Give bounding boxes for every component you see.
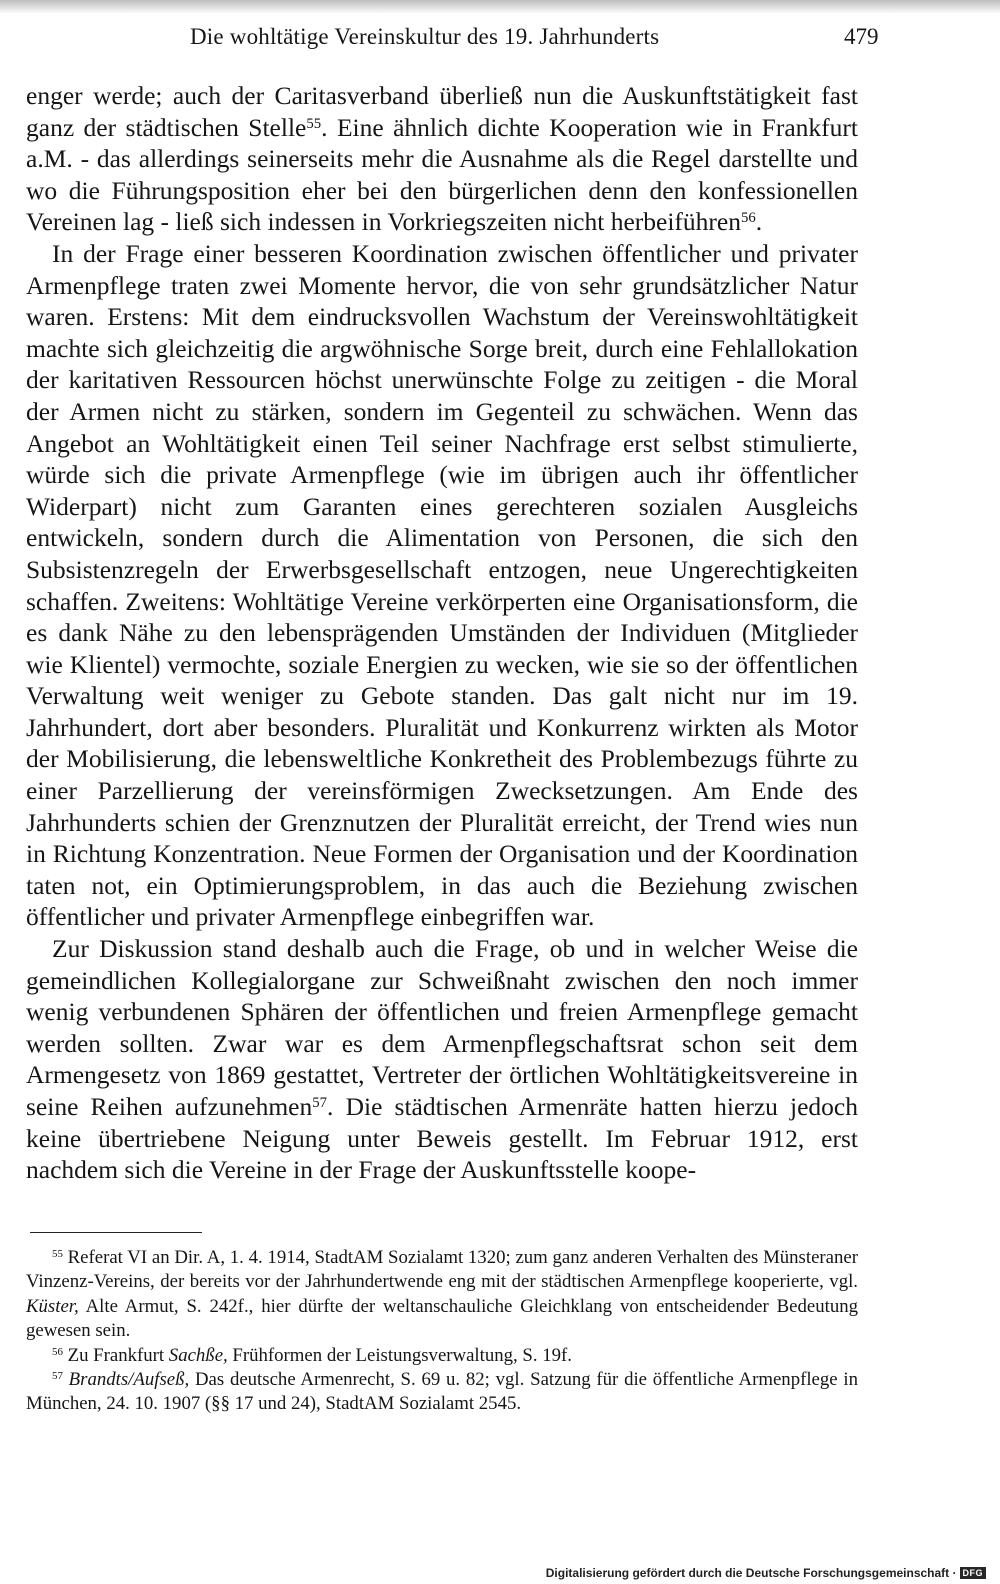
footnote-ref-56: 56	[740, 210, 756, 227]
paragraph-3-part-b: . Die städtischen Armenräte hatten hierzu jedoch keine übertriebene Neigung unter Beweis gestellt. Im Februar 1912, erst nachdem sich die Vereine in der Frage der Auskunftsstelle koope-	[26, 1092, 858, 1185]
running-header	[26, 24, 879, 54]
page-number: 479	[844, 24, 879, 49]
footnote-ref-55: 55	[306, 115, 322, 132]
footnote-text: Das deutsche Armenrecht, S. 69 u. 82; vgl. Satzung für die öffentliche Armenpflege in München, 24. 10. 1907 (§§ 17 und 24), StadtAM Sozialamt 2545.	[26, 1369, 858, 1415]
footnote-number: 55	[52, 1248, 63, 1261]
footnote-author: Küster,	[26, 1295, 79, 1317]
paragraph-1-part-a: enger werde; auch der Caritasverband überließ nun die Auskunftstätigkeit fast ganz der städtischen Stelle	[26, 81, 858, 142]
digitization-note	[546, 1566, 986, 1580]
footnote-55	[26, 1246, 858, 1344]
footnote-text: Referat VI an Dir. A, 1. 4. 1914, StadtAM Sozialamt 1320; zum ganz anderen Verhalten des Münsteraner Vinzenz-Vereins, der bereits vor der Jahrhundertwende eng mit der städtischen Armenpflege kooperierte, vgl.	[26, 1247, 858, 1293]
footnotes	[26, 1246, 858, 1417]
paragraph-1-part-b: . Eine ähnlich dichte Kooperation wie in Frankfurt a.M. - das allerdings seinerseits mehr die Ausnahme als die Regel darstellte und wo die Führungsposition eher bei den bürgerlichen denn den konfessionellen Vereinen lag - ließ sich indessen in Vorkriegszeiten nicht herbeiführen	[26, 112, 858, 237]
footnote-text: Frühformen der Leistungsverwaltung, S. 19f.	[227, 1344, 572, 1366]
digitization-text: Digitalisierung gefördert durch die Deutsche Forschungsgemeinschaft ·	[545, 1566, 957, 1580]
running-title: Die wohltätige Vereinskultur des 19. Jahrhunderts	[190, 24, 660, 49]
footnote-text: Zu Frankfurt	[67, 1344, 169, 1366]
footnote-text: Alte Armut, S. 242f., hier dürfte der weltanschauliche Gleichklang von entscheidender Bedeutung gewesen sein.	[26, 1295, 858, 1342]
footnote-divider	[30, 1232, 202, 1233]
paragraph-1	[26, 80, 858, 238]
footnote-author: Sachße,	[168, 1344, 228, 1366]
footnote-number: 56	[52, 1345, 63, 1358]
footnote-57	[26, 1368, 858, 1417]
footnote-ref-57: 57	[312, 1094, 328, 1111]
paragraph-3-part-a: Zur Diskussion stand deshalb auch die Frage, ob und in welcher Weise die gemeindlichen Kollegialorgane zur Schweißnaht zwischen den noch immer wenig verbundenen Sphären der öffentlichen und freien Armenpflege gemacht werden sollten. Zwar war es dem Armenpflegschaftsrat schon seit dem Armengesetz von 1869 gestattet, Vertreter der örtlichen Wohltätigkeitsvereine in seine Reihen aufzunehmen	[26, 934, 858, 1121]
paragraph-1-part-c: .	[755, 207, 763, 237]
main-text	[26, 80, 858, 1186]
footnote-number: 57	[52, 1370, 63, 1383]
footnote-56	[26, 1344, 858, 1368]
dfg-logo: DFG	[960, 1567, 987, 1579]
paragraph-3	[26, 933, 858, 1186]
footnote-author: Brandts/Aufseß,	[68, 1369, 190, 1391]
scan-top-edge	[0, 0, 1000, 14]
paragraph-2: In der Frage einer besseren Koordination zwischen öffentlicher und privater Armenpflege traten zwei Momente hervor, die von sehr grundsätzlicher Natur waren. Erstens: Mit dem eindrucksvollen Wachstum der Vereinswohltätigkeit machte sich gleichzeitig die argwöhnische Sorge breit, durch eine Fehlallokation der karitativen Ressourcen höchst unerwünschte Folge zu zeitigen - die Moral der Armen nicht zu stärken, sondern im Gegenteil zu schwächen. Wenn das Angebot an Wohltätigkeit einen Teil seiner Nachfrage erst selbst stimulierte, würde sich die private Armenpflege (wie im übrigen auch ihr öffentlicher Widerpart) nicht zum Garanten eines gerechteren sozialen Ausgleichs entwickeln, sondern durch die Alimentation von Personen, die sich den Subsistenzregeln der Erwerbsgesellschaft entzogen, neue Ungerechtigkeiten schaffen. Zweitens: Wohltätige Vereine verkörperten eine Organisationsform, die es dank Nähe zu den lebensprägenden Umständen der Individuen (Mitglieder wie Klientel) vermochte, soziale Energien zu wecken, wie sie so der öffentlichen Verwaltung weit weniger zu Gebote standen. Das galt nicht nur im 19. Jahrhundert, dort aber besonders. Pluralität und Konkurrenz wirkten als Motor der Mobilisierung, die lebensweltliche Konkretheit des Problembezugs führte zu einer Parzellierung der vereinsförmigen Zwecksetzungen. Am Ende des Jahrhunderts schien der Grenznutzen der Pluralität erreicht, der Trend wies nun in Richtung Konzentration. Neue Formen der Organisation und der Koordination taten not, ein Optimierungsproblem, in das auch die Beziehung zwischen öffentlicher und privater Armenpflege einbegriffen war.	[26, 238, 858, 932]
